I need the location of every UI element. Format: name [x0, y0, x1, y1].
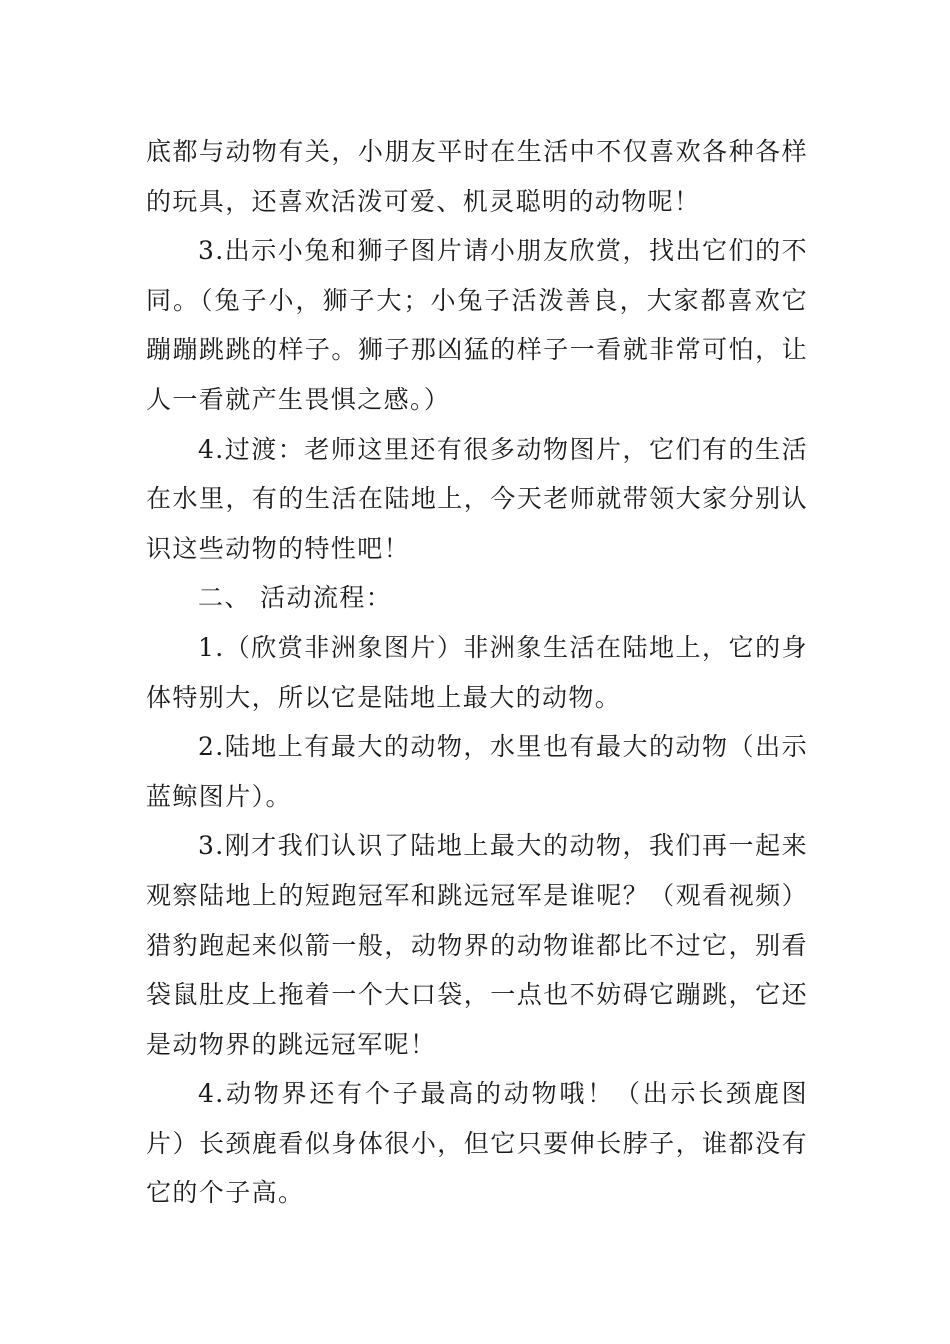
section-heading-activity-process: 二、 活动流程：	[198, 583, 393, 613]
document-body	[146, 127, 808, 1218]
paragraph-activity-1-elephant: 1.（欣赏非洲象图片）非洲象生活在陆地上，它的身体特别大，所以它是陆地上最大的动物。	[146, 632, 808, 712]
paragraph-activity-3-cheetah-kangaroo: 3.刚才我们认识了陆地上最大的动物，我们再一起来观察陆地上的短跑冠军和跳远冠军是谁呢？（观看视频）猎豹跑起来似箭一般，动物界的动物谁都比不过它，别看袋鼠肚皮上拖着一个大口袋，一点也不妨碍它蹦跳，它还是动物界的跳远冠军呢！	[146, 831, 808, 1059]
paragraph-step-4-transition: 4.过渡：老师这里还有很多动物图片，它们有的生活在水里，有的生活在陆地上，今天老师就带领大家分别认识这些动物的特性吧！	[146, 434, 808, 563]
paragraph-step-3-rabbit-lion: 3.出示小兔和狮子图片请小朋友欣赏，找出它们的不同。（兔子小，狮子大；小兔子活泼善良，大家都喜欢它蹦蹦跳跳的样子。狮子那凶猛的样子一看就非常可怕，让人一看就产生畏惧之感。）	[146, 236, 808, 414]
paragraph-intro-continued: 底都与动物有关，小朋友平时在生活中不仅喜欢各种各样的玩具，还喜欢活泼可爱、机灵聪明的动物呢！	[146, 137, 808, 216]
paragraph-activity-4-giraffe: 4.动物界还有个子最高的动物哦！（出示长颈鹿图片）长颈鹿看似身体很小，但它只要伸长脖子，谁都没有它的个子高。	[146, 1079, 808, 1208]
paragraph-activity-2-whale: 2.陆地上有最大的动物，水里也有最大的动物（出示蓝鲸图片）。	[146, 732, 808, 811]
